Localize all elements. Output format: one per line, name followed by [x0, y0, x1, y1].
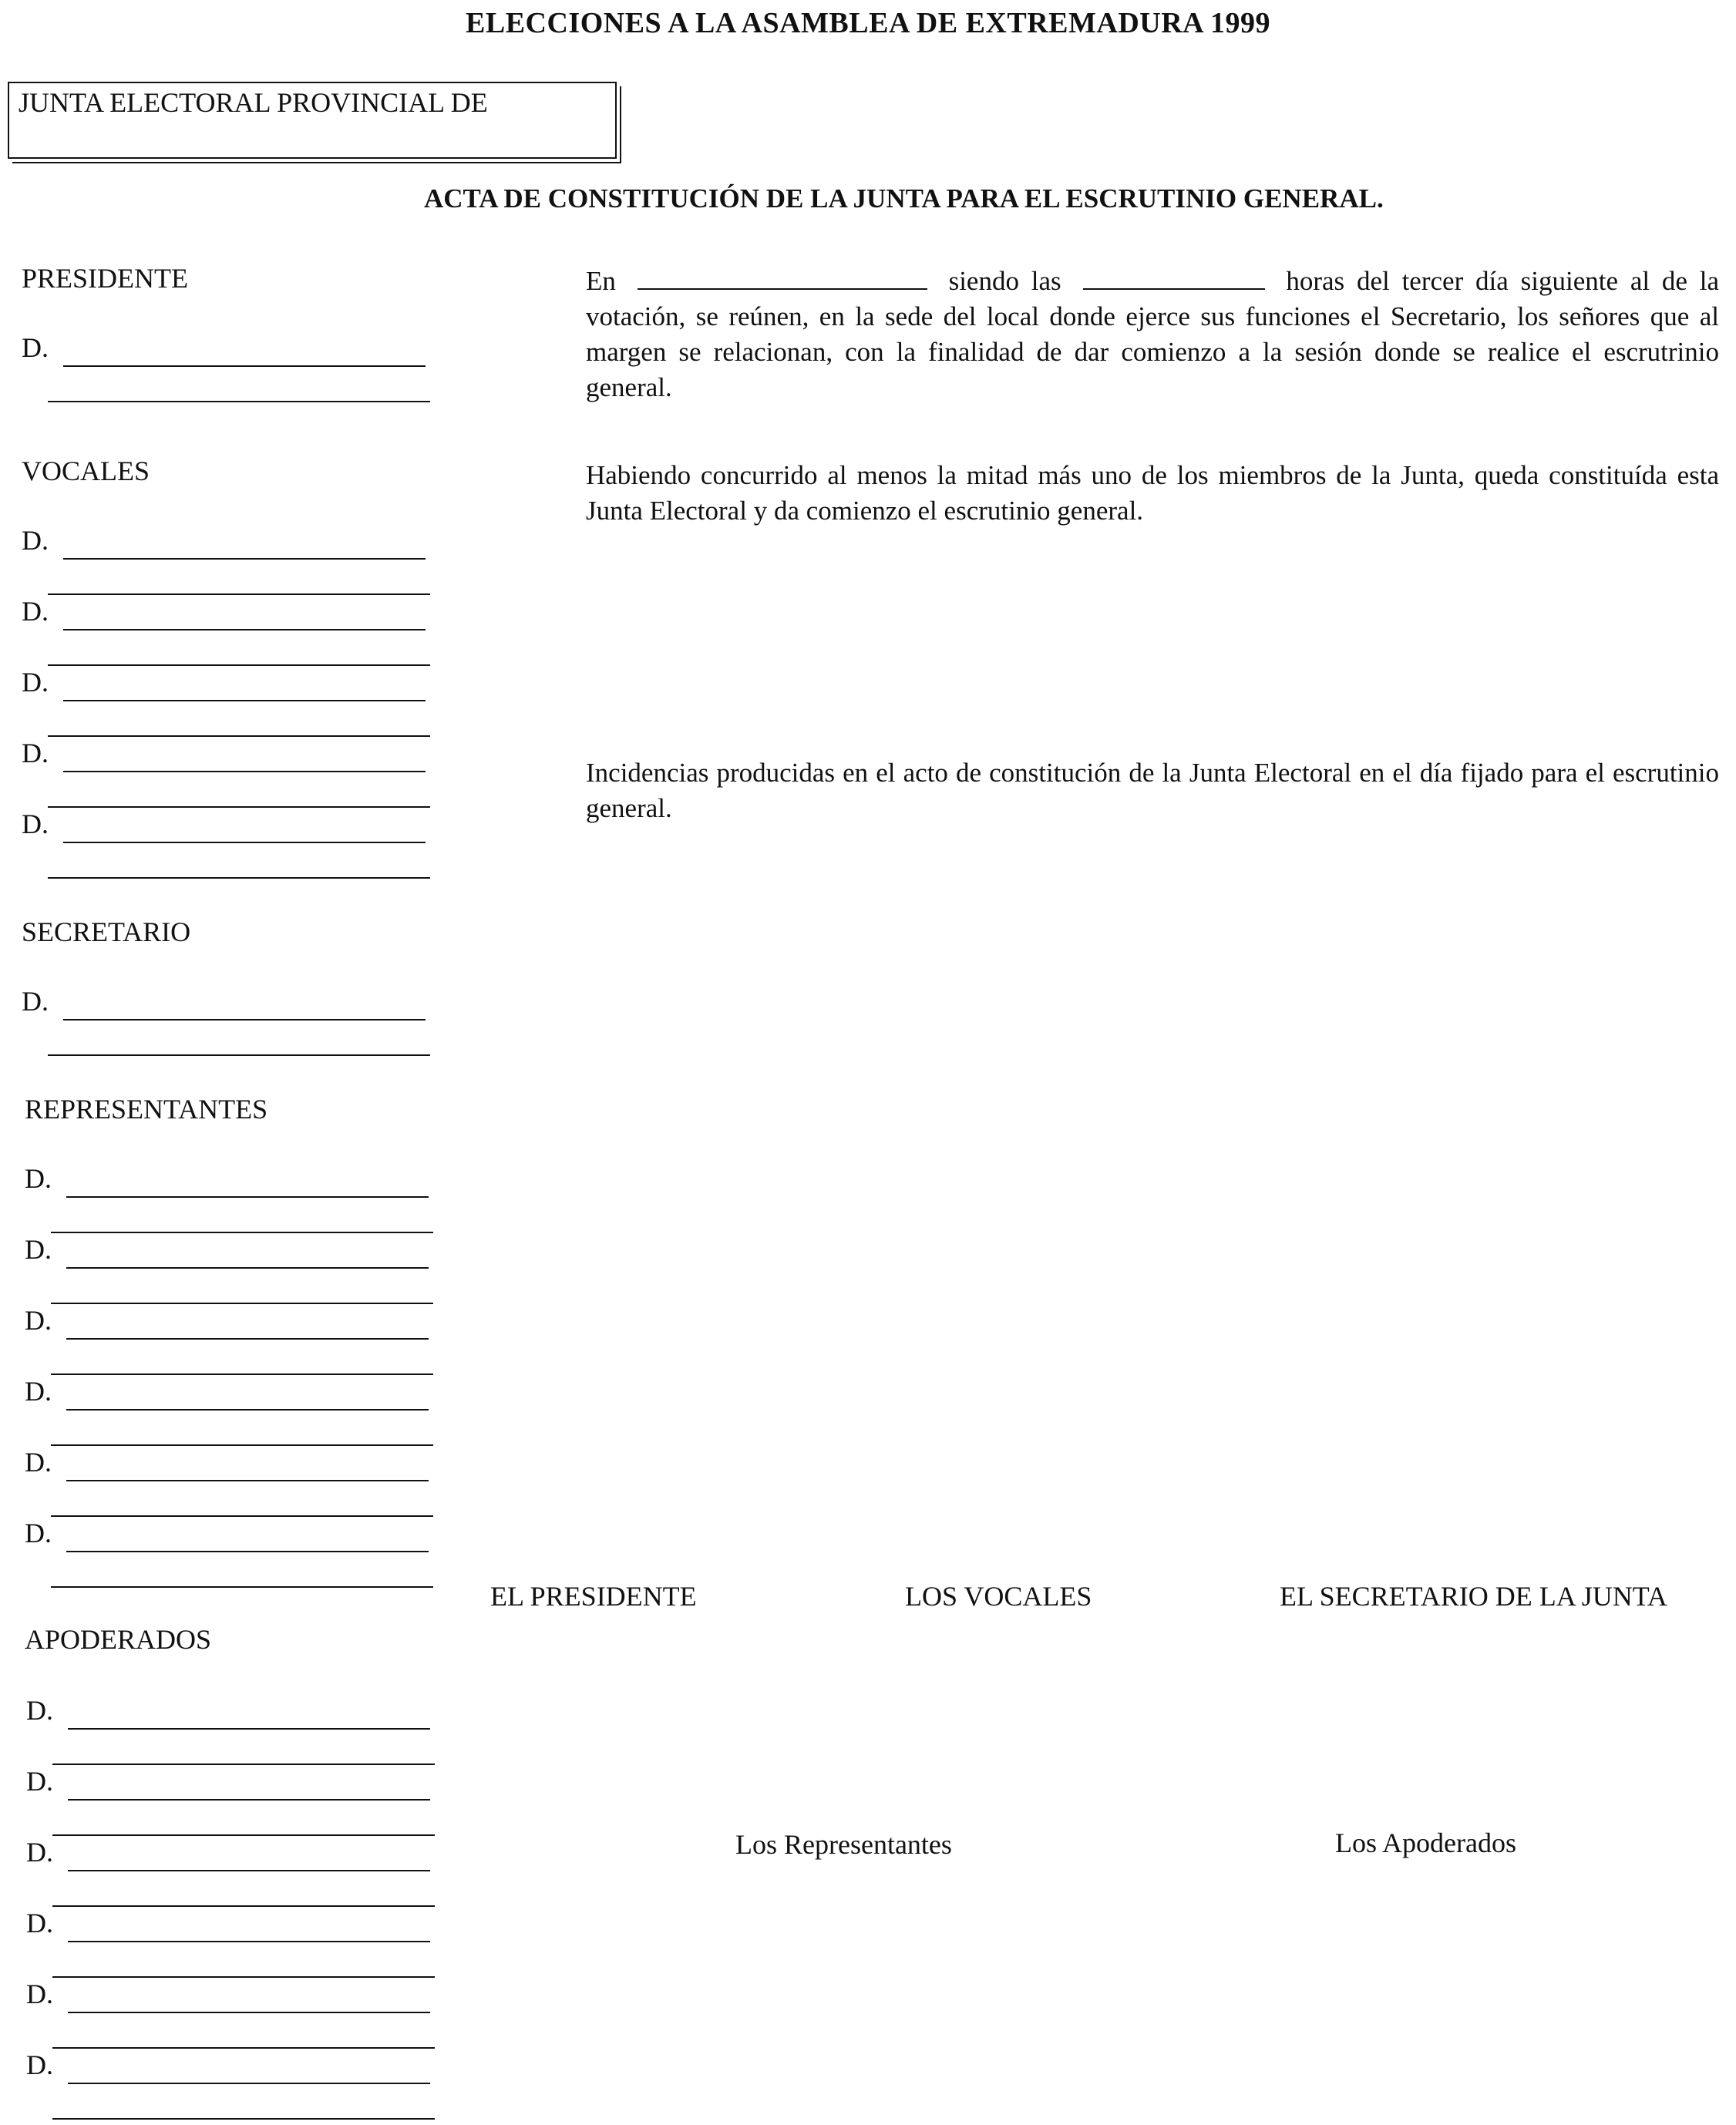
paragraph-text: siendo las [948, 266, 1061, 296]
vocal-name-line[interactable] [22, 595, 422, 666]
section-representantes-label: REPRESENTANTES [25, 1094, 268, 1125]
name-prefix: D. [22, 525, 49, 556]
junta-box-label: JUNTA ELECTORAL PROVINCIAL DE [19, 87, 488, 118]
vocal-name-line[interactable] [22, 666, 422, 737]
apoderado-name-line[interactable] [26, 1765, 427, 1836]
signature-apoderados: Los Apoderados [1335, 1827, 1516, 1858]
signature-presidente: EL PRESIDENTE [490, 1581, 697, 1612]
section-apoderados-label: APODERADOS [25, 1624, 212, 1655]
name-prefix: D. [26, 1837, 53, 1868]
name-prefix: D. [26, 2049, 53, 2080]
name-prefix: D. [25, 1305, 52, 1336]
name-prefix: D. [22, 332, 49, 363]
name-prefix: D. [25, 1447, 52, 1478]
paragraph-quorum: Habiendo concurrido al menos la mitad más uno de los miembros de la Junta, queda constituída esta Junta Electoral y da comienzo el escrutinio general. [586, 460, 1719, 526]
section-presidente-label: PRESIDENTE [22, 263, 188, 294]
section-vocales-label: VOCALES [22, 456, 150, 486]
apoderado-name-line[interactable] [26, 1694, 427, 1765]
paragraph-incidencias: Incidencias producidas en el acto de constitución de la Junta Electoral en el día fijado para el escrutinio general. [586, 758, 1719, 823]
signature-representantes: Los Representantes [735, 1829, 952, 1860]
name-prefix: D. [22, 596, 49, 627]
section-secretario-label: SECRETARIO [22, 916, 191, 947]
name-prefix: D. [26, 1695, 53, 1726]
apoderado-name-line[interactable] [26, 1978, 427, 2049]
hour-blank[interactable] [1083, 267, 1265, 290]
name-prefix: D. [25, 1376, 52, 1407]
name-prefix: D. [22, 738, 49, 768]
name-prefix: D. [22, 986, 49, 1017]
representante-name-line[interactable] [25, 1162, 426, 1233]
name-prefix: D. [26, 1908, 53, 1938]
paragraph-constitution [586, 264, 1719, 405]
secretario-name-line[interactable] [22, 985, 422, 1056]
name-prefix: D. [25, 1234, 52, 1265]
presidente-name-line[interactable] [22, 331, 422, 402]
signature-vocales: LOS VOCALES [905, 1581, 1092, 1612]
representante-name-line[interactable] [25, 1446, 426, 1517]
sidebar [22, 0, 422, 2125]
name-prefix: D. [26, 1979, 53, 2009]
apoderado-name-line[interactable] [26, 2049, 427, 2120]
apoderado-name-line[interactable] [26, 1836, 427, 1907]
name-prefix: D. [26, 1766, 53, 1797]
paragraph-text: horas del tercer día siguiente al de la votación, se reúnen, en la sede del local donde ejerce sus funciones el Secretario, los señores que al margen se relacionan, con la finalidad de dar comienzo a la sesión donde se realice el escrutrinio general. [586, 266, 1720, 402]
name-prefix: D. [22, 809, 49, 839]
vocal-name-line[interactable] [22, 524, 422, 595]
place-blank[interactable] [638, 267, 927, 290]
representante-name-line[interactable] [25, 1233, 426, 1304]
name-prefix: D. [25, 1163, 52, 1194]
apoderado-name-line[interactable] [26, 1907, 427, 1978]
representante-name-line[interactable] [25, 1304, 426, 1375]
name-prefix: D. [22, 667, 49, 698]
representante-name-line[interactable] [25, 1517, 426, 1588]
document-title: ELECCIONES A LA ASAMBLEA DE EXTREMADURA 1999 [466, 7, 1270, 39]
signature-secretario: EL SECRETARIO DE LA JUNTA [1280, 1581, 1667, 1612]
document-subtitle: ACTA DE CONSTITUCIÓN DE LA JUNTA PARA EL ESCRUTINIO GENERAL. [424, 183, 1384, 214]
vocal-name-line[interactable] [22, 737, 422, 808]
paragraph-text: En [586, 266, 616, 296]
representante-name-line[interactable] [25, 1375, 426, 1446]
vocal-name-line[interactable] [22, 808, 422, 879]
name-prefix: D. [25, 1518, 52, 1548]
